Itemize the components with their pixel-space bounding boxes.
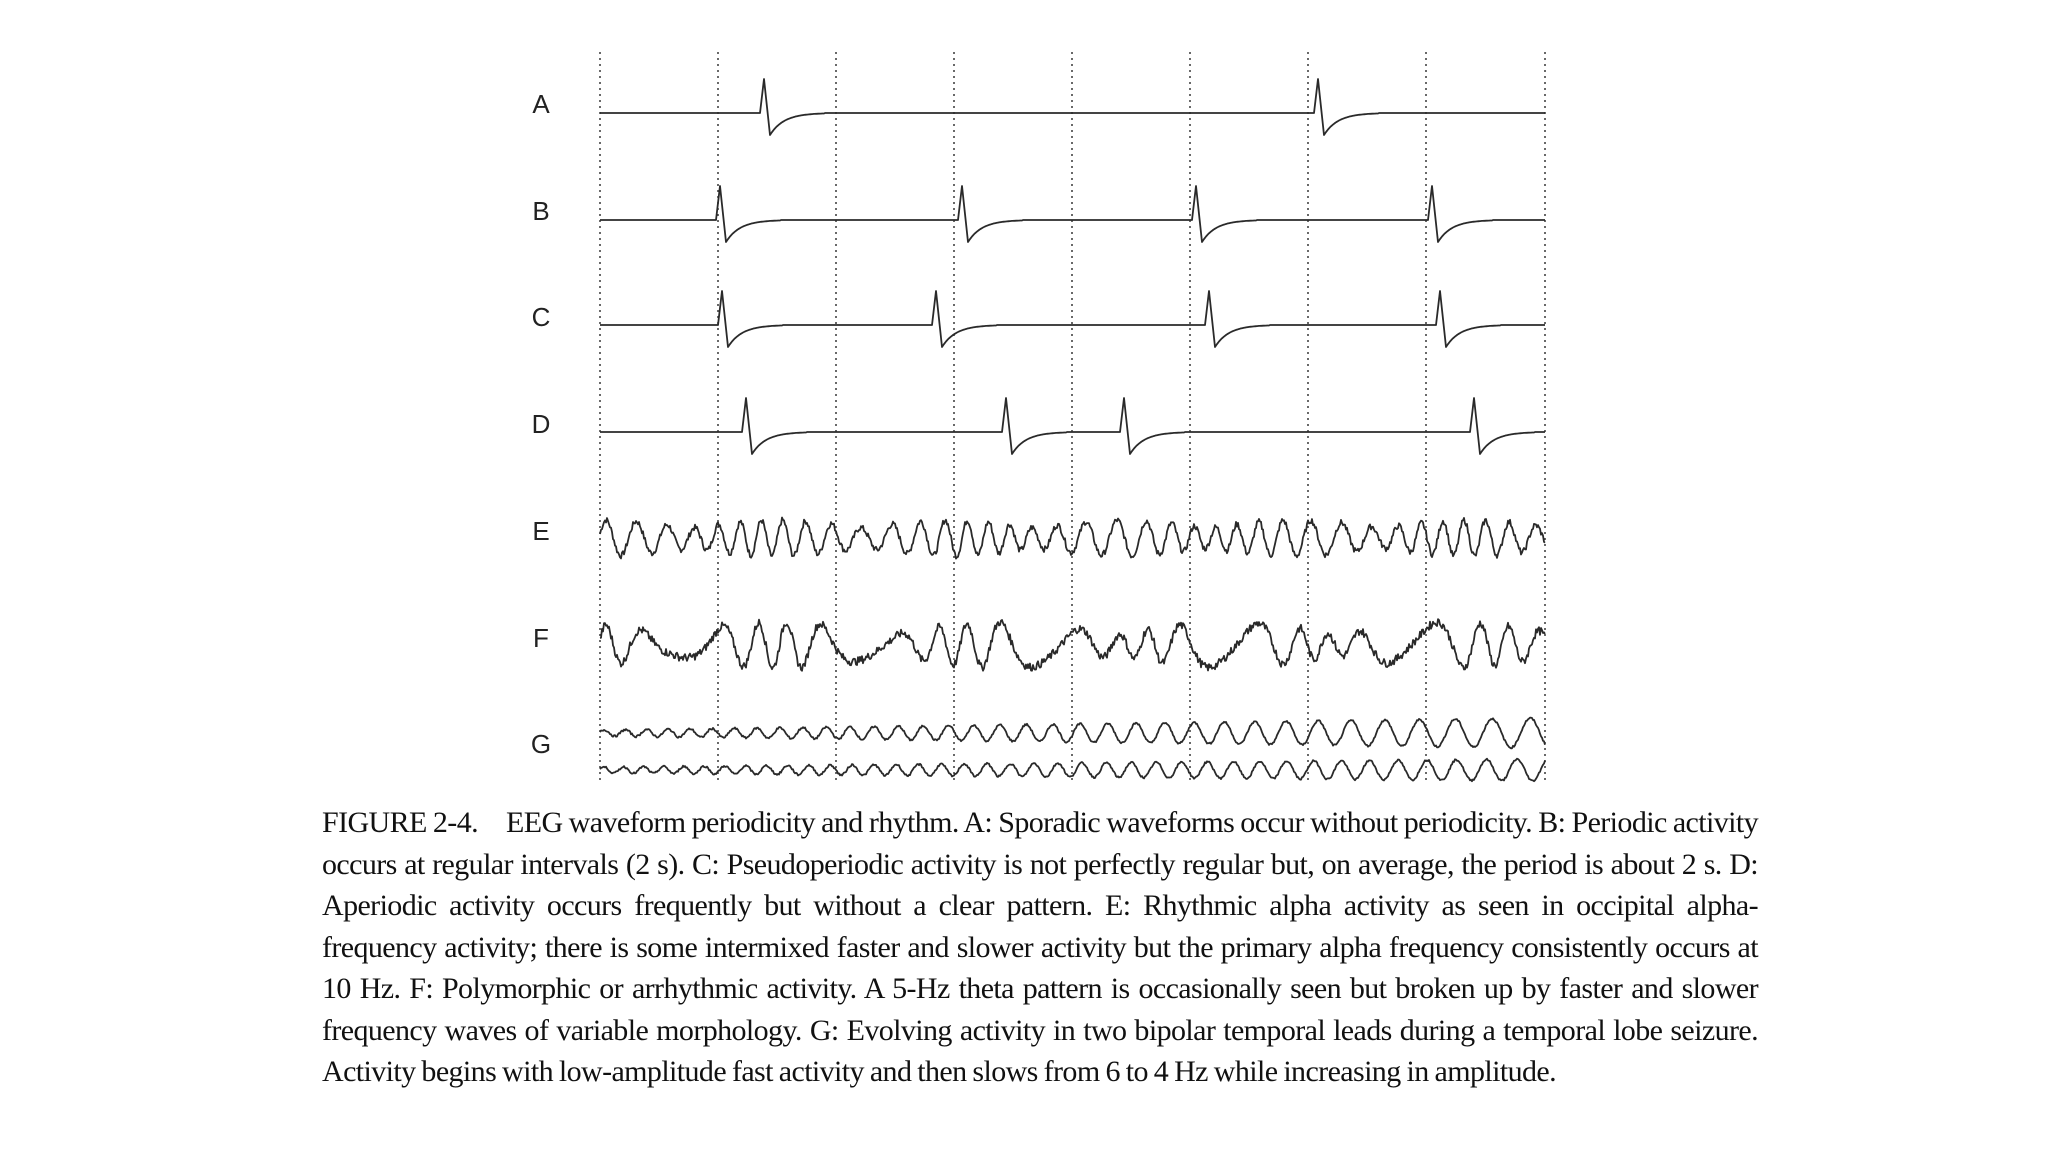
- caption-figure-label: FIGURE 2-4.: [322, 806, 478, 839]
- trace-label-f: F: [533, 623, 549, 653]
- figure-caption: [322, 802, 1758, 1093]
- trace-label-b: B: [532, 196, 550, 226]
- trace-label-e: E: [532, 516, 550, 546]
- trace-labels: [531, 89, 551, 759]
- trace-f-polymorphic: [600, 619, 1545, 671]
- caption-text: EEG waveform periodicity and rhythm. A: Sporadic waveforms occur without periodicity. B: Periodic activity occurs at regular intervals (2 s). C: Pseudoperiodic activity is not perfectly regular but, on average, the period is about 2 s. D: Aperiodic activity occurs frequently but without a clear pattern. E: Rhythmic alpha activity as seen in occipital alpha-frequency activity; there is some intermixed faster and slower activity but the primary alpha frequency consistently occurs at 10 Hz. F: Polymorphic or arrhythmic activity. A 5-Hz theta pattern is occasionally seen but broken up by faster and slower frequency waves of variable morphology. G: Evolving activity in two bipolar temporal leads during a temporal lobe seizure. Activity begins with low-amplitude fast activity and then slows from 6 to 4 Hz while increasing in amplitude.: [322, 806, 1758, 1088]
- trace-label-c: C: [531, 302, 551, 332]
- trace-g-evolving-lead-2: [600, 759, 1545, 782]
- trace-label-g: G: [530, 729, 552, 759]
- time-gridlines: [600, 52, 1545, 780]
- trace-label-a: A: [532, 89, 550, 119]
- trace-label-d: D: [531, 409, 551, 439]
